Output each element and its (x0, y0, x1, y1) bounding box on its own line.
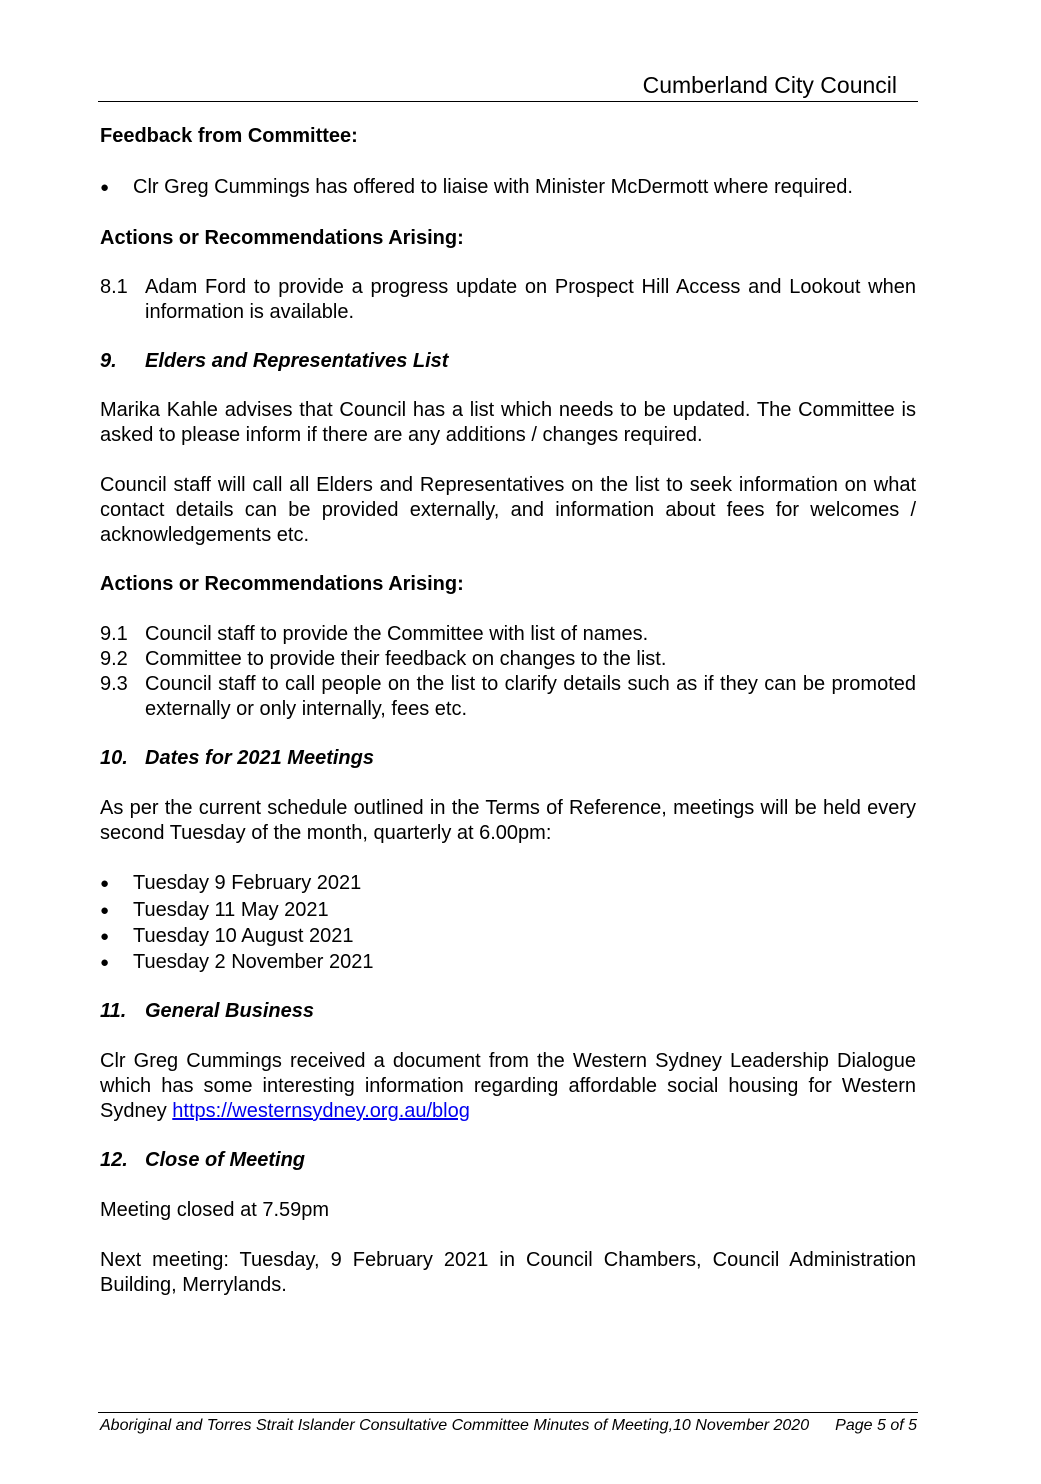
s11-paragraph (100, 1049, 916, 1124)
meeting-date-text: Tuesday 10 August 2021 (133, 925, 354, 947)
section-number: 10. (100, 747, 128, 769)
section-title: Close of Meeting (145, 1149, 306, 1171)
bullet-icon: ● (100, 928, 110, 945)
action-item-text: Council staff to call people on the list to clarify details such as if they can be promoted externally or only internally, fees etc. (145, 673, 916, 720)
s11-paragraph-text: Clr Greg Cummings received a document from the Western Sydney Leadership Dialogue which has some interesting information regarding affordable social housing for Western Sydney (100, 1050, 916, 1122)
footer-rule (98, 1412, 918, 1413)
meeting-date-item (100, 871, 916, 896)
bullet-icon: ● (100, 902, 110, 919)
action-item-text: Council staff to provide the Committee with list of names. (145, 623, 649, 645)
s9-paragraph-2: Council staff will call all Elders and Representatives on the list to seek information on what contact details can be provided externally, and information about fees for welcomes / acknowledgements etc. (100, 474, 916, 546)
action-item (100, 622, 916, 647)
action-item-number: 9.1 (100, 623, 128, 645)
section-title: Elders and Representatives List (145, 350, 449, 372)
feedback-bullet-item (100, 175, 916, 200)
action-item (100, 275, 916, 325)
bullet-icon: ● (100, 179, 110, 196)
action-item (100, 647, 916, 672)
s9-actions-heading: Actions or Recommendations Arising: (100, 573, 464, 595)
section-10-heading (100, 746, 916, 771)
action-item-number: 9.2 (100, 648, 128, 670)
action-item-number: 8.1 (100, 276, 128, 298)
section-title: General Business (145, 1000, 314, 1022)
meeting-date-text: Tuesday 11 May 2021 (133, 899, 329, 921)
section-number: 9. (100, 350, 117, 372)
s8-actions-heading: Actions or Recommendations Arising: (100, 227, 464, 249)
meeting-date-item (100, 950, 916, 975)
header-rule (98, 101, 918, 102)
footer-document-title: Aboriginal and Torres Strait Islander Consultative Committee Minutes of Meeting,10 November 2020 (100, 1417, 810, 1434)
section-12-heading (100, 1148, 916, 1173)
action-item-text: Committee to provide their feedback on changes to the list. (145, 648, 667, 670)
section-number: 11. (100, 1000, 127, 1022)
page-number: Page 5 of 5 (835, 1417, 917, 1434)
header-organisation: Cumberland City Council (642, 72, 897, 98)
meeting-date-text: Tuesday 9 February 2021 (133, 872, 362, 894)
bullet-icon: ● (100, 954, 110, 971)
action-item (100, 672, 916, 722)
meeting-closed-text: Meeting closed at 7.59pm (100, 1199, 330, 1221)
s10-paragraph: As per the current schedule outlined in the Terms of Reference, meetings will be held every second Tuesday of the month, quarterly at 6.00pm: (100, 797, 916, 844)
footer (100, 1417, 917, 1435)
bullet-icon: ● (100, 875, 110, 892)
section-11-heading (100, 999, 916, 1024)
blog-link[interactable]: https://westernsydney.org.au/blog (172, 1100, 470, 1122)
next-meeting-text: Next meeting: Tuesday, 9 February 2021 in Council Chambers, Council Administration Building, Merrylands. (100, 1249, 916, 1296)
section-title: Dates for 2021 Meetings (145, 747, 374, 769)
section-number: 12. (100, 1149, 128, 1171)
feedback-heading: Feedback from Committee: (100, 125, 358, 147)
meeting-date-item (100, 898, 916, 923)
meeting-date-text: Tuesday 2 November 2021 (133, 951, 374, 973)
section-9-heading (100, 349, 916, 374)
meeting-date-item (100, 924, 916, 949)
s9-paragraph-1: Marika Kahle advises that Council has a list which needs to be updated. The Committee is asked to please inform if there are any additions / changes required. (100, 399, 916, 446)
action-item-text: Adam Ford to provide a progress update on Prospect Hill Access and Lookout when information is available. (145, 276, 916, 323)
feedback-bullet-text: Clr Greg Cummings has offered to liaise with Minister McDermott where required. (133, 176, 853, 198)
action-item-number: 9.3 (100, 673, 128, 695)
